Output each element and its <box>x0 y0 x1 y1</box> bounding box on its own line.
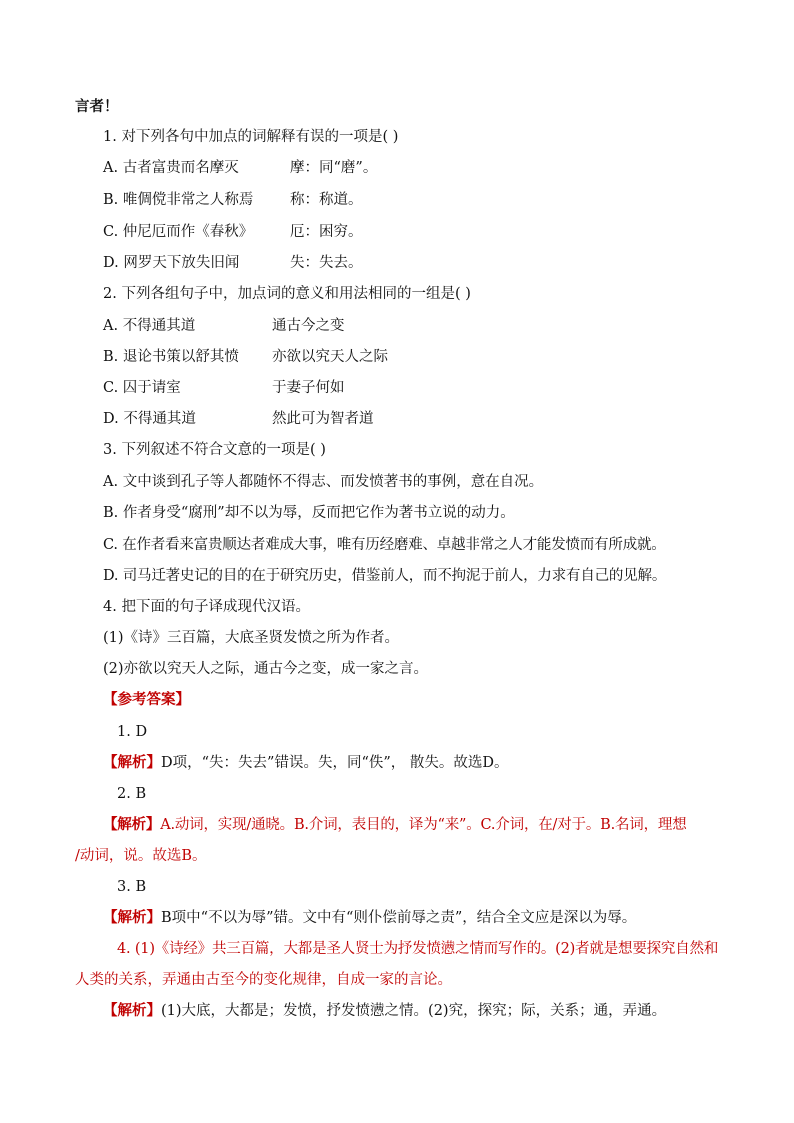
q4-item-1: (1)《诗》三百篇，大底圣贤发愤之所为作者。 <box>103 630 400 646</box>
explanation-label: 【解析】 <box>103 909 161 926</box>
q1-option-b: B. 唯倜傥非常之人称焉 <box>103 192 254 208</box>
explanation-text: D项，“失：失去”错误。失，同“佚”， 散失。故选D。 <box>161 755 509 771</box>
answer-header: 【参考答案】 <box>103 691 190 708</box>
q2-option-c-left: C. 囚于请室 <box>103 380 181 396</box>
answer-1: 1. D <box>117 724 148 740</box>
question-4: 4. 把下面的句子译成现代汉语。 <box>103 599 310 615</box>
q1-option-d-gloss: 失：失去。 <box>290 255 363 271</box>
q1-option-a-gloss: 摩：同“磨”。 <box>290 160 378 176</box>
explanation-2-continued: /动词，说。故选B。 <box>75 848 207 864</box>
q2-option-a-left: A. 不得通其道 <box>103 318 196 334</box>
question-1: 1. 对下列各句中加点的词解释有误的一项是( ) <box>103 129 399 145</box>
q1-option-c: C. 仲尼厄而作《春秋》 <box>103 224 254 240</box>
explanation-text: (1)大底，大都是；发愤，抒发愤懑之情。(2)究，探究；际，关系；通，弄通。 <box>161 1003 667 1019</box>
explanation-label: 【解析】 <box>103 816 161 833</box>
q2-option-d-left: D. 不得通其道 <box>103 411 196 427</box>
answer-3: 3. B <box>117 879 147 895</box>
question-3: 3. 下列叙述不符合文意的一项是( ) <box>103 442 326 458</box>
intro-text: 言者！ <box>75 98 119 115</box>
explanation-text: B项中“不以为辱”错。文中有“则仆偿前辱之责”，结合全文应是深以为辱。 <box>161 910 637 926</box>
q3-option-c: C. 在作者看来富贵顺达者难成大事，唯有历经磨难、卓越非常之人才能发愤而有所成就。 <box>103 537 666 553</box>
q3-option-d: D. 司马迁著史记的目的在于研究历史，借鉴前人，而不拘泥于前人，力求有自己的见解。 <box>103 568 667 584</box>
answer-2: 2. B <box>117 786 147 802</box>
q1-option-c-gloss: 厄：困穷。 <box>290 224 363 240</box>
q2-option-b-left: B. 退论书策以舒其愤 <box>103 349 239 365</box>
q3-option-a: A. 文中谈到孔子等人都随怀不得志、而发愤著书的事例，意在自况。 <box>103 474 544 490</box>
q2-option-c-right: 于妻子何如 <box>272 380 345 396</box>
explanation-text: A.动词，实现/通晓。B.介词，表目的，译为“来”。C.介词，在/对于。B.名词，理想 <box>160 817 687 833</box>
q3-option-b: B. 作者身受“腐刑”却不以为辱，反而把它作为著书立说的动力。 <box>103 505 515 521</box>
explanation-2 <box>103 815 687 835</box>
q2-option-b-right: 亦欲以究天人之际 <box>272 349 388 365</box>
explanation-label: 【解析】 <box>103 754 161 771</box>
q4-item-2: (2)亦欲以究天人之际，通古今之变，成一家之言。 <box>103 661 429 677</box>
explanation-4 <box>103 1001 666 1021</box>
explanation-3 <box>103 908 636 928</box>
answer-4-line-1: 4. (1)《诗经》共三百篇，大都是圣人贤士为抒发愤懑之情而写作的。(2)者就是想要探究自然和 <box>117 941 719 957</box>
q1-option-d: D. 网罗天下放失旧闻 <box>103 255 240 271</box>
q2-option-d-right: 然此可为智者道 <box>272 411 374 427</box>
q1-option-a: A. 古者富贵而名摩灭 <box>103 160 239 176</box>
explanation-label: 【解析】 <box>103 1002 161 1019</box>
question-2: 2. 下列各组句子中，加点词的意义和用法相同的一组是( ) <box>103 286 471 302</box>
q1-option-b-gloss: 称：称道。 <box>290 192 363 208</box>
explanation-1 <box>103 753 509 773</box>
answer-4-line-2: 人类的关系，弄通由古至今的变化规律，自成一家的言论。 <box>75 972 452 988</box>
q2-option-a-right: 通古今之变 <box>272 318 345 334</box>
